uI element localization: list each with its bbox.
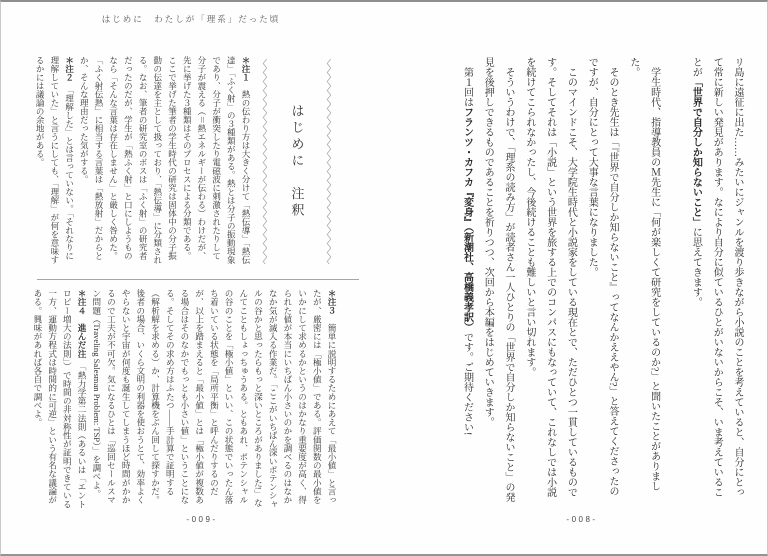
body-paragraph: そのとき先生は「『世界で自分しか知らないこと』ってなんかええやん?」と答えてくださったのですが、自分にとって大事な言葉になりました。	[586, 57, 619, 497]
left-page-notes-upper	[33, 56, 253, 268]
emphasis-text: ＊注２	[64, 56, 75, 82]
body-paragraph: このマインドこそ、大学院生時代と小説家をしている現在とで、ただひとつ一貫しているものです。そしてそれは「小説」という世界を旅する上でのコンパスにもなっていて、これなしでは小説を続けてこられなかったし、今後続けることも難しいと言い切れます。	[523, 57, 577, 497]
body-paragraph: リ島に遠征に出た……みたいにジャンルを渡り歩きながら小説のことを考えていると、自分にとって常に新しい発見があります。なにより自分に似ているひとがいないからこそ、いま考えていることが「世界で自分しか知らないこと」に思えてきます。	[690, 57, 743, 497]
emphasis-text: ＊注３	[327, 289, 337, 315]
body-paragraph: 第１回はフランツ・カフカ『変身』（新潮社、高橋義孝訳）です。ご期待ください!	[461, 67, 473, 436]
page-number-right: -008-	[566, 515, 598, 524]
body-paragraph: 学生時代、指導教員のＭ先生に「何が楽しくて研究をしているのか?」と聞いたことがありました。	[627, 57, 660, 492]
zigzag-rule-icon	[262, 59, 268, 264]
note-paragraph: ＊注２ 「理解した」とは言っていない。「それなりに理解していた」と言うにしても、「理解」が何を意味するかには議論の余地がある。	[35, 56, 75, 265]
zigzag-rule-icon	[326, 59, 332, 264]
body-paragraph: そういうわけで、「理系の読み方」が読者さん一人ひとりの「世界で自分しか知らないこと」の発見を後押しできるものであることを祈りつつ、次回から本編をはじめていきます。	[482, 57, 515, 502]
right-page-body-text	[456, 57, 747, 504]
section-heading-block	[262, 59, 332, 264]
emphasis-text: ＊注１	[241, 56, 251, 82]
section-heading: はじめに 注釈	[289, 103, 305, 220]
page-number-left: -009-	[186, 515, 218, 524]
note-paragraph: ＊注３ 簡単に説明するためにあえて「最小値」と言ったが、厳密には「極小値」である。評価関数の最小値をいかにして求めるかというのはかなり重要度が高く、得られた値が本当にいちばん小さいのかを調べるのはなかなか気が滅入る作業だ。「ここがいちばん深いポテンシャルの谷かと思ったらもっと深いところがありました!」なんてこともしょっちゅうある。ともあれ、ポテンシャルの谷のことを「極小値」といい、この状態でいったん落ち着いている状態を「局所平衡」と呼んだりするのだが、以上を踏まえると「最小値」とは「極小値が複数ある場合はそのなかでもっとも小さい値」ということになる。そしてその求め方はふたつ――手計算で証明する（解析解を求める）か、計算機をぶん回して探すかだ。後者の場合、いくら文明の利器を使おうとて、効率よくやらないと宇宙が何度も誕生してしまうほど時間がかかるので工夫が不可欠。気になるひとは「巡回セールスマン問題（Traveling Salesman Problem: TSP）」を調べよ。	[91, 289, 337, 509]
emphasis-text: ＊注４ 進んだ注	[77, 289, 88, 358]
left-page-notes-lower	[27, 289, 339, 510]
note-paragraph: ＊注４ 進んだ注 「熱力学第二法則（あるいは「エントロピー増大の法則」）で時間の非対称性が証明できている一方、運動方程式は時間的に可逆」という有名な議論がある。興味があれば各自で調べよ。	[32, 289, 88, 509]
emphasis-text: 「世界で自分しか知らないこと」	[690, 77, 702, 227]
note-paragraph: ＊注１ 熱の伝わり方は大きく分けて「熱伝導」「熱伝達」「ふく射」の３種類がある。熱とは分子の振動現象であり、分子が衝突したり電磁波に刺激されたりして分子が震える（＝熱エネルギーが伝わる）わけだが、先に挙げた３種類はそのプロセスによる分類である。ここで挙げた筆者の学生時代の研究は固体中の分子振動の伝達を主として扱っており、「熱伝導」に分類される。なお、筆者の研究室のボスは「ふく射」の研究者だったのだが、学生が「熱ふく射」と口にしようものなら「そんな言葉は存在しません」と厳しく咎めた。「ふく射伝熱」に相当する言葉は「熱放射」だからとか、そんな理由だった気がする。	[79, 56, 251, 265]
running-head: はじめに わたしが「理系」だった頃	[101, 14, 281, 24]
emphasis-text: フランツ・カフカ『変身』（新潮社、高橋義孝訳）	[461, 107, 473, 332]
notes-divider-rule	[37, 279, 359, 280]
